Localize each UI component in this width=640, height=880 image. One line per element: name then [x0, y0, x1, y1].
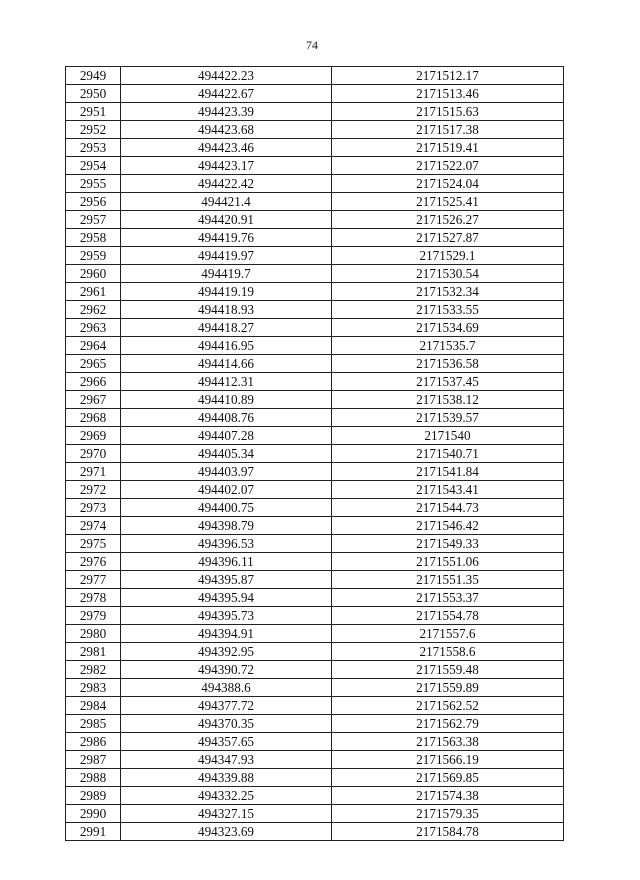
- table-row: [66, 463, 564, 481]
- page-number: 74: [306, 38, 318, 52]
- x-coordinate-cell: 494419.7: [121, 265, 332, 283]
- coordinates-table: [65, 66, 564, 841]
- point-id-cell: 2950: [66, 85, 121, 103]
- table-row: [66, 733, 564, 751]
- point-id-cell: 2985: [66, 715, 121, 733]
- point-id-cell: 2952: [66, 121, 121, 139]
- x-coordinate-cell: 494398.79: [121, 517, 332, 535]
- y-coordinate-cell: 2171527.87: [332, 229, 564, 247]
- point-id-cell: 2963: [66, 319, 121, 337]
- y-coordinate-cell: 2171512.17: [332, 67, 564, 85]
- x-coordinate-cell: 494408.76: [121, 409, 332, 427]
- y-coordinate-cell: 2171538.12: [332, 391, 564, 409]
- x-coordinate-cell: 494395.73: [121, 607, 332, 625]
- x-coordinate-cell: 494422.67: [121, 85, 332, 103]
- table-row: [66, 121, 564, 139]
- x-coordinate-cell: 494347.93: [121, 751, 332, 769]
- table-row: [66, 481, 564, 499]
- point-id-cell: 2981: [66, 643, 121, 661]
- y-coordinate-cell: 2171532.34: [332, 283, 564, 301]
- x-coordinate-cell: 494339.88: [121, 769, 332, 787]
- point-id-cell: 2968: [66, 409, 121, 427]
- table-row: [66, 103, 564, 121]
- table-row: [66, 787, 564, 805]
- point-id-cell: 2957: [66, 211, 121, 229]
- y-coordinate-cell: 2171549.33: [332, 535, 564, 553]
- table-row: [66, 283, 564, 301]
- x-coordinate-cell: 494405.34: [121, 445, 332, 463]
- y-coordinate-cell: 2171557.6: [332, 625, 564, 643]
- y-coordinate-cell: 2171525.41: [332, 193, 564, 211]
- table-row: [66, 679, 564, 697]
- x-coordinate-cell: 494370.35: [121, 715, 332, 733]
- table-row: [66, 517, 564, 535]
- y-coordinate-cell: 2171530.54: [332, 265, 564, 283]
- table-row: [66, 715, 564, 733]
- x-coordinate-cell: 494420.91: [121, 211, 332, 229]
- point-id-cell: 2984: [66, 697, 121, 715]
- point-id-cell: 2949: [66, 67, 121, 85]
- point-id-cell: 2980: [66, 625, 121, 643]
- point-id-cell: 2959: [66, 247, 121, 265]
- y-coordinate-cell: 2171553.37: [332, 589, 564, 607]
- x-coordinate-cell: 494418.93: [121, 301, 332, 319]
- point-id-cell: 2955: [66, 175, 121, 193]
- x-coordinate-cell: 494422.42: [121, 175, 332, 193]
- point-id-cell: 2967: [66, 391, 121, 409]
- table-row: [66, 265, 564, 283]
- y-coordinate-cell: 2171562.52: [332, 697, 564, 715]
- point-id-cell: 2966: [66, 373, 121, 391]
- point-id-cell: 2975: [66, 535, 121, 553]
- y-coordinate-cell: 2171569.85: [332, 769, 564, 787]
- table-row: [66, 247, 564, 265]
- table-row: [66, 319, 564, 337]
- point-id-cell: 2983: [66, 679, 121, 697]
- point-id-cell: 2956: [66, 193, 121, 211]
- y-coordinate-cell: 2171517.38: [332, 121, 564, 139]
- y-coordinate-cell: 2171535.7: [332, 337, 564, 355]
- y-coordinate-cell: 2171524.04: [332, 175, 564, 193]
- table-row: [66, 229, 564, 247]
- y-coordinate-cell: 2171559.89: [332, 679, 564, 697]
- y-coordinate-cell: 2171579.35: [332, 805, 564, 823]
- point-id-cell: 2976: [66, 553, 121, 571]
- point-id-cell: 2954: [66, 157, 121, 175]
- table-row: [66, 445, 564, 463]
- y-coordinate-cell: 2171522.07: [332, 157, 564, 175]
- table-row: [66, 355, 564, 373]
- point-id-cell: 2978: [66, 589, 121, 607]
- point-id-cell: 2958: [66, 229, 121, 247]
- point-id-cell: 2971: [66, 463, 121, 481]
- point-id-cell: 2986: [66, 733, 121, 751]
- y-coordinate-cell: 2171554.78: [332, 607, 564, 625]
- point-id-cell: 2970: [66, 445, 121, 463]
- x-coordinate-cell: 494396.11: [121, 553, 332, 571]
- table-row: [66, 751, 564, 769]
- y-coordinate-cell: 2171515.63: [332, 103, 564, 121]
- x-coordinate-cell: 494396.53: [121, 535, 332, 553]
- y-coordinate-cell: 2171533.55: [332, 301, 564, 319]
- table-row: [66, 175, 564, 193]
- x-coordinate-cell: 494395.94: [121, 589, 332, 607]
- x-coordinate-cell: 494423.17: [121, 157, 332, 175]
- point-id-cell: 2990: [66, 805, 121, 823]
- x-coordinate-cell: 494394.91: [121, 625, 332, 643]
- x-coordinate-cell: 494423.68: [121, 121, 332, 139]
- table-row: [66, 337, 564, 355]
- y-coordinate-cell: 2171584.78: [332, 823, 564, 841]
- x-coordinate-cell: 494357.65: [121, 733, 332, 751]
- x-coordinate-cell: 494403.97: [121, 463, 332, 481]
- x-coordinate-cell: 494419.19: [121, 283, 332, 301]
- table-row: [66, 607, 564, 625]
- x-coordinate-cell: 494323.69: [121, 823, 332, 841]
- point-id-cell: 2953: [66, 139, 121, 157]
- table-row: [66, 139, 564, 157]
- table-row: [66, 625, 564, 643]
- y-coordinate-cell: 2171541.84: [332, 463, 564, 481]
- y-coordinate-cell: 2171540.71: [332, 445, 564, 463]
- y-coordinate-cell: 2171537.45: [332, 373, 564, 391]
- y-coordinate-cell: 2171559.48: [332, 661, 564, 679]
- y-coordinate-cell: 2171562.79: [332, 715, 564, 733]
- x-coordinate-cell: 494410.89: [121, 391, 332, 409]
- point-id-cell: 2969: [66, 427, 121, 445]
- point-id-cell: 2972: [66, 481, 121, 499]
- table-row: [66, 697, 564, 715]
- table-row: [66, 805, 564, 823]
- x-coordinate-cell: 494419.97: [121, 247, 332, 265]
- y-coordinate-cell: 2171526.27: [332, 211, 564, 229]
- y-coordinate-cell: 2171563.38: [332, 733, 564, 751]
- table-row: [66, 301, 564, 319]
- y-coordinate-cell: 2171529.1: [332, 247, 564, 265]
- x-coordinate-cell: 494395.87: [121, 571, 332, 589]
- table-row: [66, 589, 564, 607]
- point-id-cell: 2965: [66, 355, 121, 373]
- x-coordinate-cell: 494407.28: [121, 427, 332, 445]
- x-coordinate-cell: 494400.75: [121, 499, 332, 517]
- point-id-cell: 2964: [66, 337, 121, 355]
- y-coordinate-cell: 2171543.41: [332, 481, 564, 499]
- point-id-cell: 2987: [66, 751, 121, 769]
- y-coordinate-cell: 2171546.42: [332, 517, 564, 535]
- point-id-cell: 2982: [66, 661, 121, 679]
- table-row: [66, 391, 564, 409]
- y-coordinate-cell: 2171574.38: [332, 787, 564, 805]
- x-coordinate-cell: 494423.46: [121, 139, 332, 157]
- y-coordinate-cell: 2171539.57: [332, 409, 564, 427]
- point-id-cell: 2991: [66, 823, 121, 841]
- x-coordinate-cell: 494390.72: [121, 661, 332, 679]
- x-coordinate-cell: 494332.25: [121, 787, 332, 805]
- x-coordinate-cell: 494388.6: [121, 679, 332, 697]
- point-id-cell: 2977: [66, 571, 121, 589]
- y-coordinate-cell: 2171544.73: [332, 499, 564, 517]
- table-row: [66, 157, 564, 175]
- y-coordinate-cell: 2171540: [332, 427, 564, 445]
- table-row: [66, 67, 564, 85]
- x-coordinate-cell: 494327.15: [121, 805, 332, 823]
- x-coordinate-cell: 494419.76: [121, 229, 332, 247]
- table-row: [66, 661, 564, 679]
- table-row: [66, 373, 564, 391]
- x-coordinate-cell: 494418.27: [121, 319, 332, 337]
- x-coordinate-cell: 494402.07: [121, 481, 332, 499]
- point-id-cell: 2962: [66, 301, 121, 319]
- point-id-cell: 2989: [66, 787, 121, 805]
- point-id-cell: 2951: [66, 103, 121, 121]
- table-row: [66, 85, 564, 103]
- x-coordinate-cell: 494423.39: [121, 103, 332, 121]
- point-id-cell: 2961: [66, 283, 121, 301]
- x-coordinate-cell: 494421.4: [121, 193, 332, 211]
- x-coordinate-cell: 494414.66: [121, 355, 332, 373]
- table-row: [66, 211, 564, 229]
- y-coordinate-cell: 2171551.06: [332, 553, 564, 571]
- point-id-cell: 2988: [66, 769, 121, 787]
- y-coordinate-cell: 2171558.6: [332, 643, 564, 661]
- y-coordinate-cell: 2171536.58: [332, 355, 564, 373]
- table-row: [66, 535, 564, 553]
- table-row: [66, 499, 564, 517]
- x-coordinate-cell: 494392.95: [121, 643, 332, 661]
- x-coordinate-cell: 494416.95: [121, 337, 332, 355]
- table-row: [66, 769, 564, 787]
- point-id-cell: 2973: [66, 499, 121, 517]
- table-row: [66, 427, 564, 445]
- x-coordinate-cell: 494422.23: [121, 67, 332, 85]
- x-coordinate-cell: 494412.31: [121, 373, 332, 391]
- table-row: [66, 409, 564, 427]
- coordinates-table-body: [66, 67, 564, 841]
- y-coordinate-cell: 2171566.19: [332, 751, 564, 769]
- table-row: [66, 643, 564, 661]
- point-id-cell: 2960: [66, 265, 121, 283]
- y-coordinate-cell: 2171519.41: [332, 139, 564, 157]
- table-row: [66, 823, 564, 841]
- point-id-cell: 2974: [66, 517, 121, 535]
- table-row: [66, 553, 564, 571]
- y-coordinate-cell: 2171513.46: [332, 85, 564, 103]
- table-row: [66, 571, 564, 589]
- y-coordinate-cell: 2171551.35: [332, 571, 564, 589]
- y-coordinate-cell: 2171534.69: [332, 319, 564, 337]
- x-coordinate-cell: 494377.72: [121, 697, 332, 715]
- point-id-cell: 2979: [66, 607, 121, 625]
- table-row: [66, 193, 564, 211]
